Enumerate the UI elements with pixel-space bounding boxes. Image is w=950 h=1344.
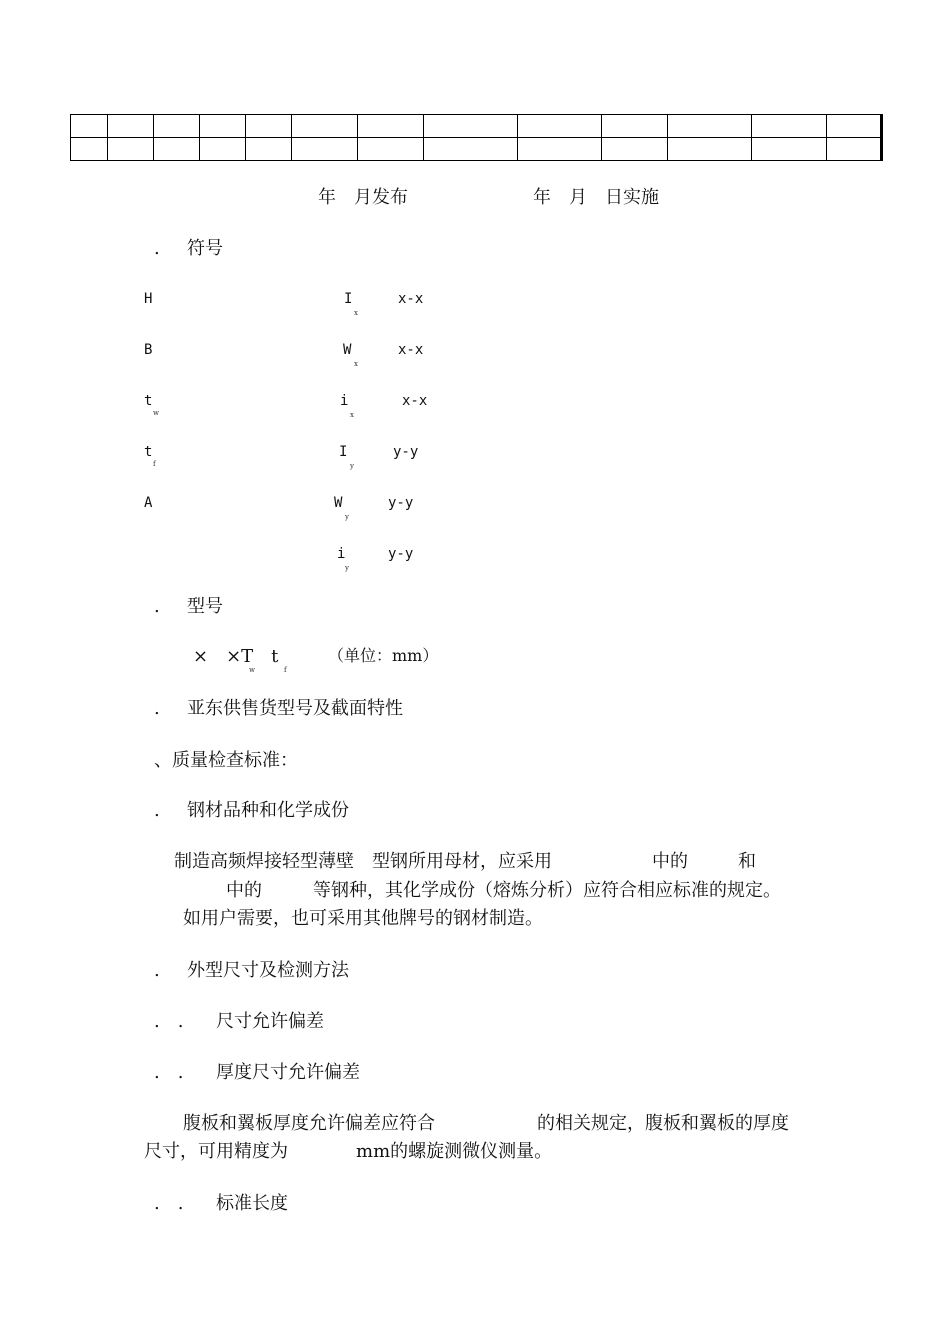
symbol-iy-sub: y [350,462,354,470]
steel-para-line2-b: 等钢种，其化学成份（熔炼分析）应符合相应标准的规定。 [313,880,781,901]
symbol-wx: W [343,342,352,358]
section-title-symbols: 符号 [187,238,223,259]
table-row [71,138,882,161]
steel-para-line2-a: 中的 [226,880,262,901]
symbol-wy: W [334,495,343,511]
section-number: . . [154,1193,184,1214]
symbol-h: H [144,291,153,307]
symbol-iy-radius: i [337,546,346,562]
thick-para-line2-a: 尺寸，可用精度为 [144,1141,288,1162]
steel-para-line1-c: 和 [738,851,756,872]
thick-para-line1-a: 腹板和翼板厚度允许偏差应符合 [183,1113,435,1134]
section-title-supply: 亚东供售货型号及截面特性 [187,698,403,719]
section-title-std-len: 标准长度 [216,1193,288,1214]
thick-para-line1-b: 的相关规定，腹板和翼板的厚度 [537,1113,789,1134]
steel-para-line3: 如用户需要，也可采用其他牌号的钢材制造。 [183,908,543,929]
section-number: . [154,596,160,617]
symbol-iy-radius-text: y-y [388,546,414,562]
symbol-ix-radius-sub: x [350,411,354,419]
section-title-dim-tol: 尺寸允许偏差 [216,1011,324,1032]
symbol-tw-sub: w [153,409,159,417]
symbol-ix-radius-text: x-x [402,393,428,409]
symbol-wx-text: x-x [398,342,424,358]
symbol-wy-text: y-y [388,495,414,511]
symbol-b: B [144,342,153,358]
header-table [70,114,883,161]
section-number: . [154,238,160,259]
section-title-quality: 、质量检查标准： [154,750,298,771]
symbol-wy-sub: y [345,513,349,521]
section-number: . [154,960,160,981]
model-unit: （单位：mm） [328,646,439,665]
symbol-wx-sub: x [354,360,358,368]
symbol-ix-sub: x [354,309,358,317]
publish-date: 年 月发布 [318,187,408,208]
symbol-tf-sub: f [153,460,156,468]
model-formula-sub-f: f [284,666,287,674]
steel-para-line1: 制造高频焊接轻型薄壁 型钢所用母材，应采用 [174,851,552,872]
symbol-tw: t [144,393,153,409]
symbol-ix: I [344,291,353,307]
section-title-thick-tol: 厚度尺寸允许偏差 [216,1062,360,1083]
thick-para-line2-b: mm的螺旋测微仪测量。 [356,1141,553,1162]
section-title-dims: 外型尺寸及检测方法 [187,960,349,981]
implement-date: 年 月 日实施 [533,187,659,208]
section-number: . [154,698,160,719]
symbol-ix-text: x-x [398,291,424,307]
section-title-model: 型号 [187,596,223,617]
model-formula: × ×T t [193,646,279,667]
section-title-steel: 钢材品种和化学成份 [187,800,349,821]
symbol-iy: I [339,444,348,460]
section-number: . [154,800,160,821]
symbol-iy-text: y-y [393,444,419,460]
table-row [71,115,882,138]
section-number: . . [154,1062,184,1083]
section-number: . . [154,1011,184,1032]
symbol-tf: t [144,444,153,460]
symbol-a: A [144,495,153,511]
steel-para-line1-b: 中的 [652,851,688,872]
model-formula-sub-w: w [249,666,255,674]
symbol-iy-radius-sub: y [345,564,349,572]
symbol-ix-radius: i [340,393,349,409]
